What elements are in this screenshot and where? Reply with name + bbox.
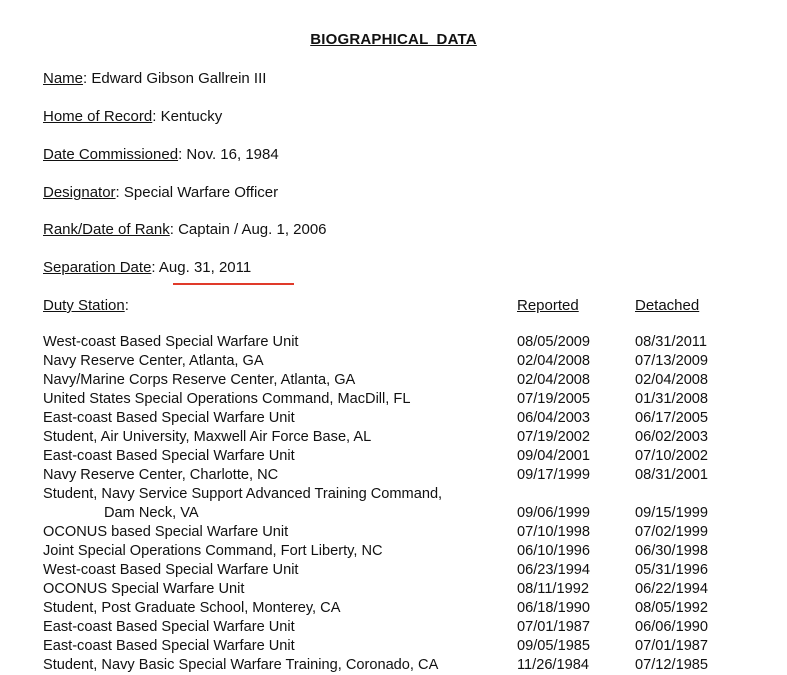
table-row: [0, 580, 787, 599]
reported-date: 07/19/2005: [517, 391, 591, 407]
detached-date: 08/31/2011: [635, 334, 707, 350]
duty-station-name: East-coast Based Special Warfare Unit: [43, 448, 295, 464]
table-row: [0, 409, 787, 428]
duty-station-cell: [43, 599, 340, 618]
detached-date: 01/31/2008: [635, 391, 709, 407]
table-row: [0, 637, 787, 656]
duty-station-cell: [43, 561, 299, 580]
field-label: Designator: [43, 184, 116, 201]
table-row: [0, 352, 787, 371]
reported-date: 09/05/1985: [517, 638, 591, 654]
reported-date: 07/01/1987: [517, 619, 591, 635]
duty-station-cell: [43, 447, 295, 466]
duty-station-name: Joint Special Operations Command, Fort Liberty, NC: [43, 543, 383, 559]
duty-station-name: Student, Navy Service Support Advanced Training Command,: [43, 486, 443, 502]
duty-station-name: Student, Post Graduate School, Monterey, CA: [43, 600, 341, 616]
duty-station-cell: [43, 618, 295, 637]
duty-station-name-line2: Dam Neck, VA: [104, 505, 199, 521]
duty-station-cell: [43, 466, 278, 485]
reported-date: 09/04/2001: [517, 448, 591, 464]
duty-station-cell: [43, 352, 264, 371]
duty-station-cell: [43, 542, 383, 561]
field-designator: Designator: Special Warfare Officer: [43, 184, 279, 201]
field-separation-date: Separation Date: Aug. 31, 2011: [43, 259, 252, 276]
field-rank: Rank/Date of Rank: Captain / Aug. 1, 2006: [43, 221, 327, 238]
reported-date: 09/06/1999: [517, 505, 591, 521]
duty-station-cell: [43, 656, 438, 675]
field-date-commissioned: Date Commissioned: Nov. 16, 1984: [43, 146, 279, 163]
field-label: Name: [43, 70, 84, 87]
duty-station-cell: [43, 485, 442, 523]
detached-date: 07/13/2009: [635, 353, 709, 369]
detached-date: 08/31/2001: [635, 467, 709, 483]
detached-header: Detached: [635, 297, 700, 314]
field-value: Captain / Aug. 1, 2006: [178, 221, 327, 238]
reported-date: 02/04/2008: [517, 372, 591, 388]
document-title: BIOGRAPHICAL DATA: [310, 31, 477, 48]
table-row: [0, 618, 787, 637]
table-row: [0, 447, 787, 466]
detached-date: 09/15/1999: [635, 505, 709, 521]
field-value: Nov. 16, 1984: [186, 146, 279, 163]
duty-station-cell: [43, 371, 355, 390]
reported-date: 11/26/1984: [517, 657, 589, 673]
field-name: Name: Edward Gibson Gallrein III: [43, 70, 267, 87]
detached-date: 07/01/1987: [635, 638, 709, 654]
table-row: [0, 561, 787, 580]
reported-date: 06/04/2003: [517, 410, 591, 426]
duty-station-name: Student, Air University, Maxwell Air Force Base, AL: [43, 429, 372, 445]
detached-date: 07/10/2002: [635, 448, 709, 464]
reported-date: 06/10/1996: [517, 543, 591, 559]
duty-station-name: East-coast Based Special Warfare Unit: [43, 619, 295, 635]
duty-station-name: West-coast Based Special Warfare Unit: [43, 334, 299, 350]
table-row: [0, 523, 787, 542]
duty-station-name: East-coast Based Special Warfare Unit: [43, 410, 295, 426]
detached-date: 02/04/2008: [635, 372, 709, 388]
reported-date: 09/17/1999: [517, 467, 591, 483]
reported-header: Reported: [517, 297, 579, 314]
table-row: [0, 466, 787, 485]
detached-date: 07/02/1999: [635, 524, 709, 540]
field-value: Aug. 31, 2011: [158, 259, 252, 276]
duty-station-name: Navy Reserve Center, Atlanta, GA: [43, 353, 264, 369]
table-row: [0, 542, 787, 561]
table-row: [0, 371, 787, 390]
duty-station-cell: [43, 333, 299, 352]
duty-station-name: Student, Navy Basic Special Warfare Training, Coronado, CA: [43, 657, 439, 673]
duty-station-header: Duty Station:: [43, 297, 129, 314]
detached-date: 06/02/2003: [635, 429, 709, 445]
duty-station-cell: [43, 390, 410, 409]
table-row: [0, 428, 787, 447]
duty-station-name: Navy/Marine Corps Reserve Center, Atlanta, GA: [43, 372, 356, 388]
reported-date: 06/23/1994: [517, 562, 591, 578]
reported-date: 08/11/1992: [517, 581, 589, 597]
detached-date: 05/31/1996: [635, 562, 709, 578]
detached-date: 08/05/1992: [635, 600, 709, 616]
duty-station-name: United States Special Operations Command, MacDill, FL: [43, 391, 411, 407]
field-home-of-record: Home of Record: Kentucky: [43, 108, 223, 125]
duty-station-list: [0, 333, 787, 675]
table-row: [0, 333, 787, 352]
duty-station-name: OCONUS Special Warfare Unit: [43, 581, 245, 597]
field-label: Rank/Date of Rank: [43, 221, 170, 238]
reported-date: 02/04/2008: [517, 353, 591, 369]
detached-date: 06/17/2005: [635, 410, 709, 426]
red-underline-annotation: [173, 283, 294, 285]
field-value: Kentucky: [160, 108, 223, 125]
detached-date: 06/06/1990: [635, 619, 709, 635]
duty-station-name: West-coast Based Special Warfare Unit: [43, 562, 299, 578]
detached-date: 07/12/1985: [635, 657, 709, 673]
table-row: [0, 656, 787, 675]
field-label: Home of Record: [43, 108, 153, 125]
duty-station-cell: [43, 580, 244, 599]
duty-station-name: East-coast Based Special Warfare Unit: [43, 638, 295, 654]
duty-station-cell: [43, 637, 295, 656]
duty-station-cell: [43, 428, 371, 447]
duty-station-cell: [43, 409, 295, 428]
duty-station-name: Navy Reserve Center, Charlotte, NC: [43, 467, 279, 483]
reported-date: 06/18/1990: [517, 600, 591, 616]
field-label: Separation Date: [43, 259, 152, 276]
field-value: Edward Gibson Gallrein III: [91, 70, 267, 87]
field-label: Date Commissioned: [43, 146, 179, 163]
duty-station-cell: [43, 523, 288, 542]
detached-date: 06/22/1994: [635, 581, 709, 597]
detached-date: 06/30/1998: [635, 543, 709, 559]
reported-date: 07/10/1998: [517, 524, 591, 540]
duty-station-name: OCONUS based Special Warfare Unit: [43, 524, 289, 540]
reported-date: 07/19/2002: [517, 429, 591, 445]
table-row: [0, 485, 787, 523]
table-row: [0, 599, 787, 618]
table-row: [0, 390, 787, 409]
field-value: Special Warfare Officer: [123, 184, 279, 201]
reported-date: 08/05/2009: [517, 334, 591, 350]
